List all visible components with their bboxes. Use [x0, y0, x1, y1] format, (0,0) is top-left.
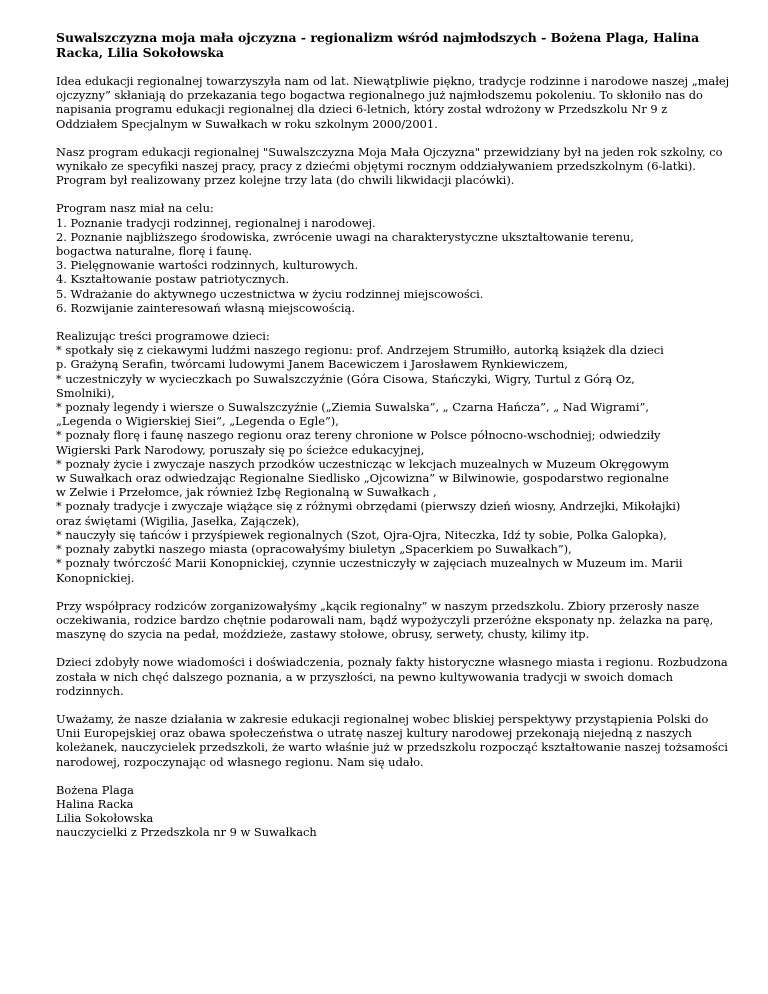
text-line: oraz świętami (Wigilia, Jasełka, Zajączek), [56, 513, 300, 528]
text-line: ojczyzny” skłaniają do przekazania tego bogactwa regionalnego już najmłodszemu pokoleniu. To skłoniło nas do [56, 88, 703, 103]
text-line: wynikało ze specyfiki naszej pracy, pracy z dziećmi objętymi rocznym oddziaływaniem przedszkolnym (6-latki). [56, 159, 696, 174]
text-line: Idea edukacji regionalnej towarzyszyła nam od lat. Niewątpliwie piękno, tradycje rodzinne i narodowe naszej „małej [56, 74, 730, 88]
author-name: Lilia Sokołowska [56, 811, 154, 826]
text-line: narodowej, rozpoczynając od własnego regionu. Nam się udało. [56, 754, 424, 769]
text-line: * uczestniczyły w wycieczkach po Suwalszczyźnie (Góra Cisowa, Stańczyki, Wigry, Turtul z Górą Oz, [56, 371, 635, 386]
text-line: Konopnickiej. [56, 570, 135, 585]
text-line: „Legenda o Wigierskiej Siei”, „Legenda o Egle”), [56, 414, 339, 429]
text-line: w Suwałkach oraz odwiedzając Regionalne Siedlisko „Ojcowizna” w Bilwinowie, gospodarstwo regionalne [56, 471, 669, 486]
text-line: Program był realizowany przez kolejne trzy lata (do chwili likwidacji placówki). [56, 173, 515, 188]
text-line: 6. Rozwijanie zainteresowań własną miejscowością. [56, 300, 355, 315]
text-line: 5. Wdrażanie do aktywnego uczestnictwa w życiu rodzinnej miejscowości. [56, 286, 484, 301]
text-line: napisania programu edukacji regionalnej dla dzieci 6-letnich, który został wdrożony w Przedszkolu Nr 9 z [56, 102, 668, 117]
goals-list [56, 201, 716, 315]
conclusion-paragraph [56, 711, 728, 769]
text-line: 1. Poznanie tradycji rodzinnej, regionalnej i narodowej. [56, 215, 376, 230]
author-name: Halina Racka [56, 796, 134, 811]
text-line: * poznały życie i zwyczaje naszych przodków uczestnicząc w lekcjach muzealnych w Muzeum Okręgowym [56, 456, 670, 471]
author-name: Bożena Plaga [56, 782, 134, 797]
text-line: Unii Europejskiej oraz obawa społeczeństwa o utratę naszej kultury narodowej przekonają niejedną z naszych [56, 726, 692, 741]
text-line: bogactwa naturalne, florę i faunę. [56, 244, 253, 259]
text-line: Nasz program edukacji regionalnej "Suwalszczyzna Moja Mała Ojczyzna" przewidziany był na jeden rok szkolny, co [56, 144, 723, 159]
title-line: Suwalszczyzna moja mała ojczyzna - regionalizm wśród najmłodszych - Bożena Plaga, Halina [56, 30, 700, 45]
text-line: * poznały florę i faunę naszego regionu oraz tereny chronione w Polsce północno-wschodniej; odwiedziły [56, 428, 661, 443]
text-line: * poznały twórczość Marii Konopnickiej, czynnie uczestniczyły w zajęciach muzealnych w Muzeum im. Marii [56, 556, 683, 571]
text-line: Oddziałem Specjalnym w Suwałkach w roku szkolnym 2000/2001. [56, 116, 438, 131]
regional-corner-paragraph [56, 599, 716, 642]
title-line: Racka, Lilia Sokołowska [56, 45, 224, 60]
text-line: 4. Kształtowanie postaw patriotycznych. [56, 272, 290, 287]
text-line: Program nasz miał na celu: [56, 201, 214, 216]
article-title [56, 30, 716, 60]
text-line: * poznały legendy i wiersze o Suwalszczyźnie („Ziemia Suwalska”, „ Czarna Hańcza”, „ Nad Wigrami”, [56, 400, 650, 415]
signature-block [56, 783, 716, 840]
text-line: Uważamy, że nasze działania w zakresie edukacji regionalnej wobec bliskiej perspektywy przystąpienia Polski do [56, 711, 709, 726]
text-line: * nauczyły się tańców i przyśpiewek regionalnych (Szot, Ojra-Ojra, Niteczka, Idź ty sobie, Polka Galopka), [56, 527, 667, 542]
text-line: w Zelwie i Przełomce, jak również Izbę Regionalną w Suwałkach , [56, 485, 437, 500]
text-line: p. Grażyną Serafin, twórcami ludowymi Janem Bacewiczem i Jarosławem Rynkiewiczem, [56, 357, 568, 372]
text-line: Realizując treści programowe dzieci: [56, 329, 270, 344]
article [56, 30, 730, 854]
text-line: 3. Pielęgnowanie wartości rodzinnych, kulturowych. [56, 258, 359, 273]
text-line: * poznały zabytki naszego miasta (opracowałyśmy biuletyn „Spacerkiem po Suwałkach”), [56, 542, 572, 557]
intro-paragraph [56, 74, 730, 131]
text-line: * spotkały się z ciekawymi ludźmi naszego regionu: prof. Andrzejem Strumiłło, autorką książek dla dzieci [56, 343, 664, 358]
text-line: 2. Poznanie najbliższego środowiska, zwrócenie uwagi na charakterystyczne ukształtowanie terenu, [56, 229, 634, 244]
text-line: Dzieci zdobyły nowe wiadomości i doświadczenia, poznały fakty historyczne własnego miasta i regionu. Rozbudzona [56, 655, 728, 670]
text-line: Wigierski Park Narodowy, poruszały się po ścieżce edukacyjnej, [56, 442, 425, 457]
text-line: Przy współpracy rodziców zorganizowałyśmy „kącik regionalny” w naszym przedszkolu. Zbiory przerosły nasze [56, 598, 700, 613]
text-line: rodzinnych. [56, 683, 124, 698]
text-line: * poznały tradycje i zwyczaje wiążące się z różnymi obrzędami (pierwszy dzień wiosny, Andrzejki, Mikołajki) [56, 499, 681, 514]
text-line: została w nich chęć dalszego poznania, a w przyszłości, na pewno kultywowania tradycji w swoich domach [56, 669, 673, 684]
program-paragraph [56, 144, 723, 188]
text-line: oczekiwania, rodzice bardzo chętnie podarowali nam, bądź wypożyczyli przeróżne eksponaty np. żelazka na parę, [56, 612, 714, 627]
text-line: koleżanek, nauczycielek przedszkoli, że warto właśnie już w przedszkolu rozpocząć kształtowanie naszej tożsamości [56, 740, 728, 755]
outcomes-paragraph [56, 655, 728, 698]
activities-list [56, 329, 716, 585]
text-line: Smolniki), [56, 385, 115, 400]
author-affiliation: nauczycielki z Przedszkola nr 9 w Suwałkach [56, 825, 317, 840]
text-line: maszynę do szycia na pedał, moździeże, zastawy stołowe, obrusy, serwety, chusty, kilimy itp. [56, 627, 590, 642]
